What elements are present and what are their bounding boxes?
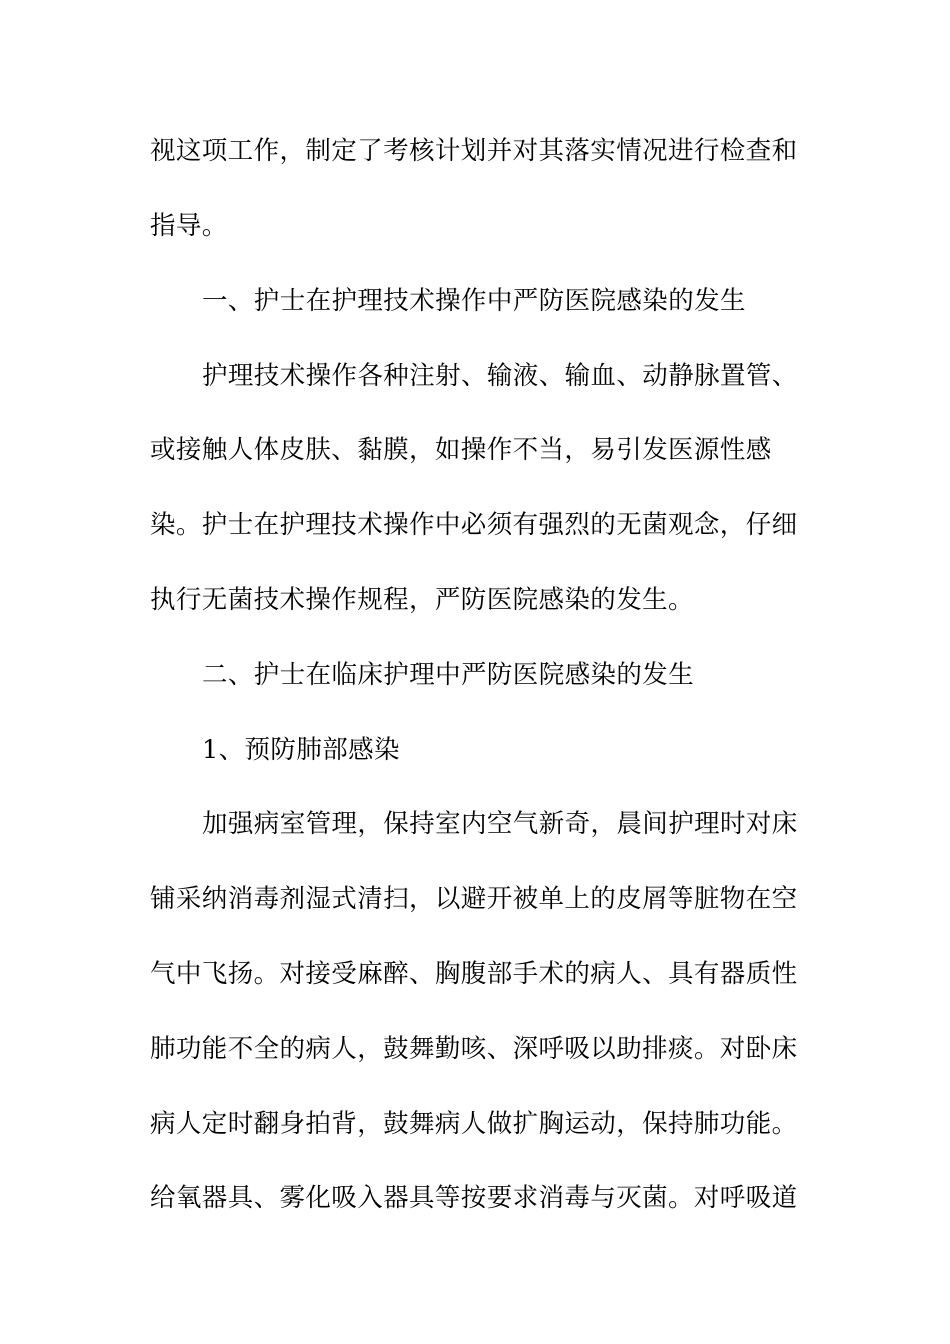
paragraph-line: 加强病室管理，保持室内空气新奇，晨间护理时对床 <box>202 809 798 839</box>
paragraph-line: 铺采纳消毒剂湿式清扫，以避开被单上的皮屑等脏物在空 <box>150 884 798 914</box>
paragraph-line: 气中飞扬。对接受麻醉、胸腹部手术的病人、具有器质性 <box>150 959 798 989</box>
paragraph-line: 护理技术操作各种注射、输液、输血、动静脉置管、 <box>202 361 798 391</box>
subsection-heading: 1、预防肺部感染 <box>202 735 400 765</box>
paragraph-line: 指导。 <box>150 211 228 241</box>
section-heading: 一、护士在护理技术操作中严防医院感染的发生 <box>202 286 746 316</box>
paragraph-line: 肺功能不全的病人，鼓舞勤咳、深呼吸以助排痰。对卧床 <box>150 1034 798 1064</box>
section-heading: 二、护士在临床护理中严防医院感染的发生 <box>202 660 695 690</box>
paragraph-line: 或接触人体皮肤、黏膜，如操作不当，易引发医源性感 <box>150 435 772 465</box>
paragraph-line: 给氧器具、雾化吸入器具等按要求消毒与灭菌。对呼吸道 <box>150 1183 798 1213</box>
paragraph-line: 病人定时翻身拍背，鼓舞病人做扩胸运动，保持肺功能。 <box>150 1109 798 1139</box>
paragraph-line: 染。护士在护理技术操作中必须有强烈的无菌观念，仔细 <box>150 510 798 540</box>
paragraph-line: 视这项工作，制定了考核计划并对其落实情况进行检查和 <box>150 136 798 166</box>
paragraph-line: 执行无菌技术操作规程，严防医院感染的发生。 <box>150 585 694 615</box>
